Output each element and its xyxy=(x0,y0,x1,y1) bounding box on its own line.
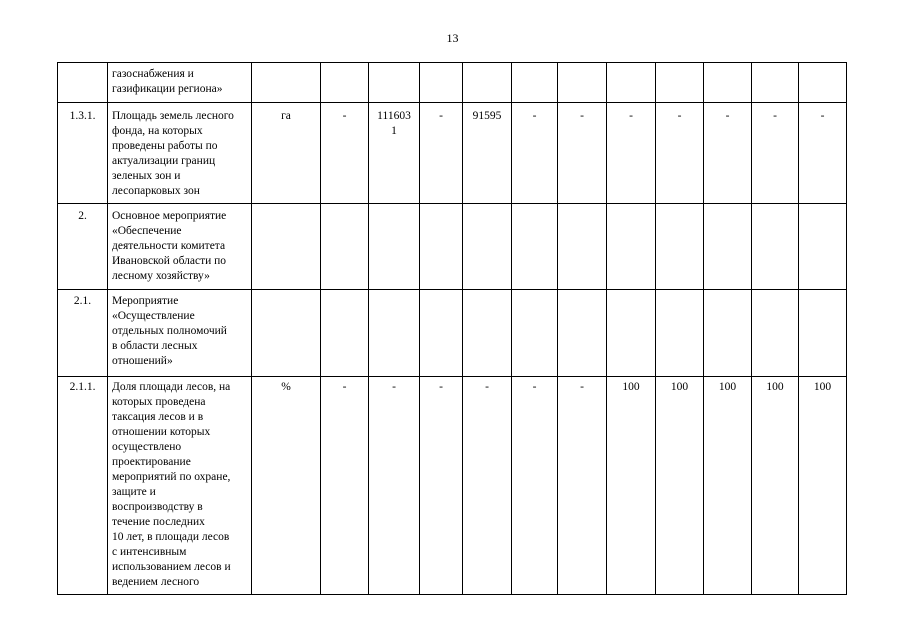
value-cell: - xyxy=(512,377,558,595)
table-row xyxy=(58,204,847,290)
indicators-table xyxy=(57,62,847,595)
unit-cell xyxy=(252,63,321,103)
value-cell xyxy=(420,63,463,103)
value-cell xyxy=(463,63,512,103)
indicator-name-cell: Доля площади лесов, на которых проведена таксация лесов и в отношении которых осуществлено проектирование мероприятий по охране, защите и воспроизводству в течение последних 10 лет, в площади лесов с интенсивным использованием лесов и ведением лесного xyxy=(108,377,252,595)
value-cell xyxy=(752,290,799,377)
indicator-name-cell: газоснабжения и газификации региона» xyxy=(108,63,252,103)
value-cell: 100 xyxy=(607,377,656,595)
value-cell xyxy=(656,204,704,290)
value-cell: - xyxy=(420,103,463,204)
value-cell xyxy=(656,290,704,377)
row-number-cell: 2. xyxy=(58,204,108,290)
value-cell xyxy=(656,63,704,103)
value-cell xyxy=(799,204,847,290)
row-number-cell: 2.1. xyxy=(58,290,108,377)
value-cell: 100 xyxy=(704,377,752,595)
table-row xyxy=(58,290,847,377)
value-cell xyxy=(704,63,752,103)
value-cell xyxy=(512,290,558,377)
value-cell: 111603 1 xyxy=(369,103,420,204)
value-cell: - xyxy=(512,103,558,204)
unit-cell: % xyxy=(252,377,321,595)
unit-cell xyxy=(252,290,321,377)
value-cell xyxy=(752,63,799,103)
value-cell xyxy=(607,63,656,103)
row-number-cell: 2.1.1. xyxy=(58,377,108,595)
value-cell xyxy=(369,63,420,103)
value-cell xyxy=(420,204,463,290)
value-cell: 100 xyxy=(656,377,704,595)
value-cell: - xyxy=(321,377,369,595)
row-number-cell xyxy=(58,63,108,103)
value-cell xyxy=(752,204,799,290)
table-body xyxy=(58,63,847,595)
value-cell: - xyxy=(656,103,704,204)
value-cell xyxy=(799,290,847,377)
value-cell xyxy=(512,63,558,103)
value-cell: - xyxy=(463,377,512,595)
indicator-name-cell: Площадь земель лесного фонда, на которых проведены работы по актуализации границ зеленых зон и лесопарковых зон xyxy=(108,103,252,204)
value-cell xyxy=(704,204,752,290)
value-cell xyxy=(558,290,607,377)
value-cell: - xyxy=(752,103,799,204)
value-cell: - xyxy=(607,103,656,204)
value-cell: - xyxy=(420,377,463,595)
value-cell xyxy=(321,204,369,290)
table-row xyxy=(58,103,847,204)
value-cell: - xyxy=(704,103,752,204)
indicator-name-cell: Мероприятие «Осуществление отдельных полномочий в области лесных отношений» xyxy=(108,290,252,377)
value-cell: - xyxy=(369,377,420,595)
unit-cell: га xyxy=(252,103,321,204)
indicator-name-cell: Основное мероприятие «Обеспечение деятельности комитета Ивановской области по лесному хозяйству» xyxy=(108,204,252,290)
value-cell xyxy=(607,204,656,290)
value-cell xyxy=(463,204,512,290)
value-cell: - xyxy=(558,103,607,204)
value-cell xyxy=(420,290,463,377)
value-cell xyxy=(558,63,607,103)
value-cell: - xyxy=(799,103,847,204)
value-cell xyxy=(369,204,420,290)
table-row xyxy=(58,377,847,595)
value-cell xyxy=(607,290,656,377)
value-cell: 91595 xyxy=(463,103,512,204)
table-row xyxy=(58,63,847,103)
value-cell xyxy=(799,63,847,103)
value-cell xyxy=(512,204,558,290)
value-cell xyxy=(321,290,369,377)
value-cell xyxy=(321,63,369,103)
value-cell xyxy=(704,290,752,377)
page-number: 13 xyxy=(446,31,459,45)
value-cell: 100 xyxy=(752,377,799,595)
value-cell xyxy=(558,204,607,290)
value-cell xyxy=(463,290,512,377)
unit-cell xyxy=(252,204,321,290)
value-cell: 100 xyxy=(799,377,847,595)
value-cell xyxy=(369,290,420,377)
value-cell: - xyxy=(558,377,607,595)
row-number-cell: 1.3.1. xyxy=(58,103,108,204)
value-cell: - xyxy=(321,103,369,204)
